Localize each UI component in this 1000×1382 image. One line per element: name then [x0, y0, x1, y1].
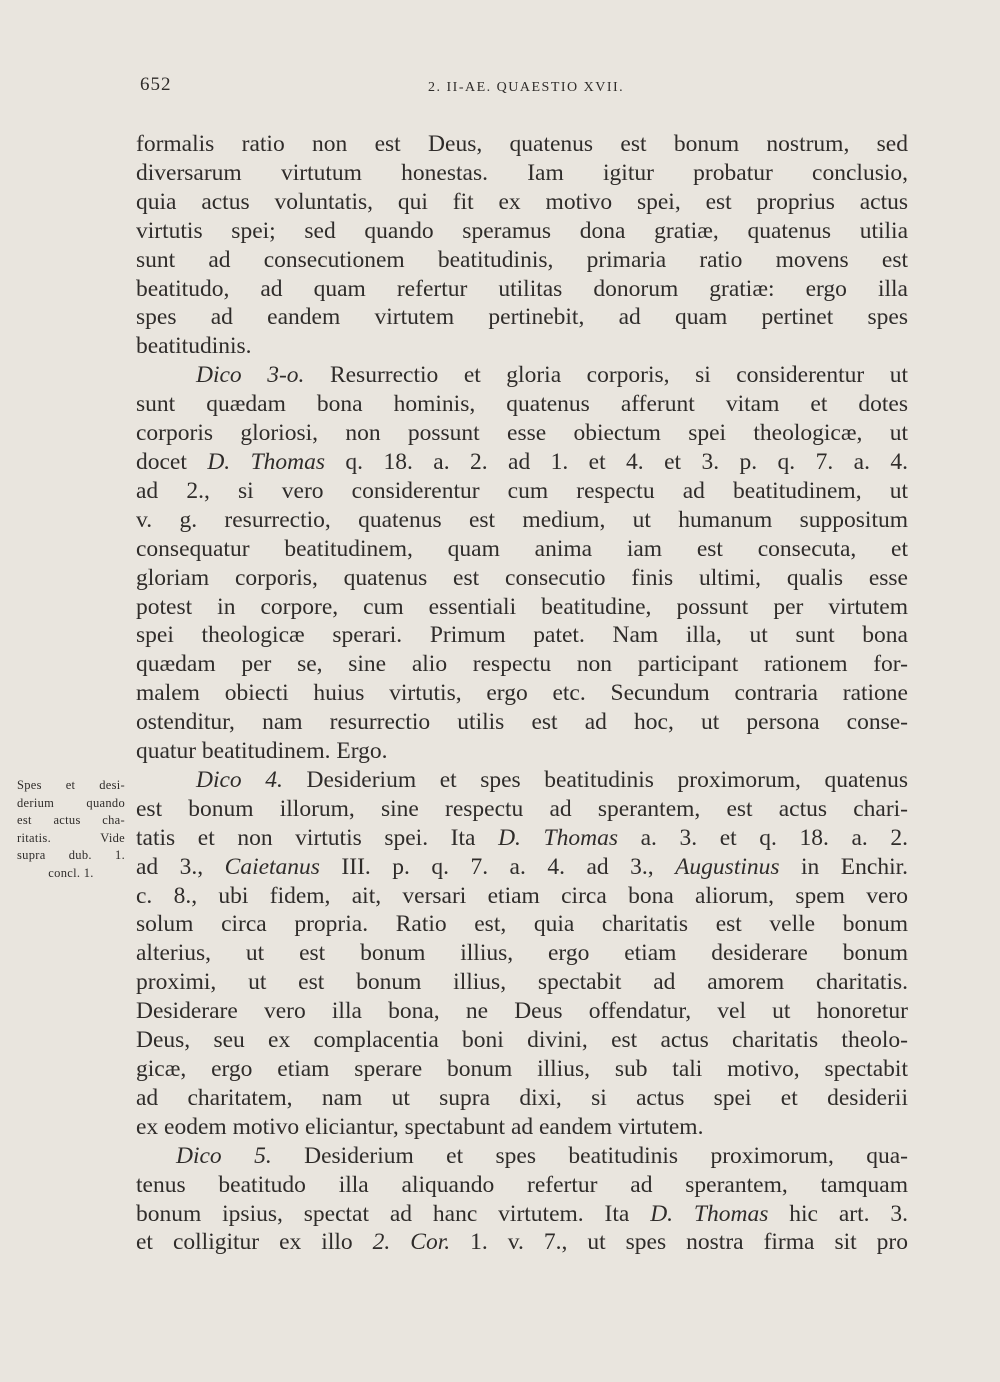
- text-line: et colligitur ex illo 2. Cor. 1. v. 7., ut spes nostra firma sit pro: [136, 1229, 909, 1256]
- running-head: 2. II-AE. QUAESTIO XVII.: [428, 80, 625, 95]
- italic-citation: D. Thomas: [207, 448, 326, 475]
- text-line: spes ad eandem virtutem pertinebit, ad quam pertinet spes: [136, 304, 908, 331]
- text-line: Dico 4. Desiderium et spes beatitudinis proximorum, quatenus: [196, 766, 908, 793]
- text-line: diversarum virtutum honestas. Iam igitur probatur conclusio,: [136, 159, 908, 186]
- margin-note-line: derium quando: [17, 795, 125, 810]
- margin-note-line: concl. 1.: [48, 865, 94, 880]
- text-line: gicæ, ergo etiam sperare bonum illius, sub tali motivo, spectabit: [136, 1056, 908, 1082]
- margin-note-line: ritatis. Vide: [17, 830, 125, 845]
- text-line: v. g. resurrectio, quatenus est medium, ut humanum suppositum: [136, 506, 908, 533]
- italic-citation: Augustinus: [675, 853, 780, 880]
- text-line: quia actus voluntatis, qui fit ex motivo spei, est proprius actus: [136, 188, 908, 215]
- text-line: gloriam corporis, quatenus est consecutio finis ultimi, qualis esse: [136, 564, 908, 591]
- text-line: spei theologicæ sperari. Primum patet. Nam illa, ut sunt bona: [136, 622, 908, 649]
- italic-citation: Caietanus: [224, 853, 320, 880]
- text-line: ex eodem motivo eliciantur, spectabunt ad eandem virtutem.: [136, 1113, 704, 1140]
- text-line: sunt ad consecutionem beatitudinis, primaria ratio movens est: [136, 246, 908, 273]
- margin-note-line: supra dub. 1.: [17, 848, 125, 862]
- italic-citation: D. Thomas: [498, 824, 618, 851]
- text-line: ad 2., si vero considerentur cum respectu ad beatitudinem, ut: [136, 477, 908, 504]
- text-line: consequatur beatitudinem, quam anima iam est consecuta, et: [136, 535, 908, 562]
- italic-citation: Dico 4.: [196, 766, 283, 793]
- text-line: Desiderare vero illa bona, ne Deus offendatur, vel ut honoretur: [136, 998, 908, 1025]
- text-line: beatitudinis.: [136, 333, 252, 360]
- text-line: formalis ratio non est Deus, quatenus est bonum nostrum, sed: [136, 131, 908, 157]
- text-line: tatis et non virtutis spei. Ita D. Thomas a. 3. et q. 18. a. 2.: [136, 824, 908, 851]
- text-line: tenus beatitudo illa aliquando refertur ad sperantem, tamquam: [136, 1171, 908, 1198]
- text-line: potest in corpore, cum essentiali beatitudine, possunt per virtutem: [136, 593, 908, 620]
- italic-citation: Dico 5.: [176, 1142, 272, 1169]
- italic-citation: 2. Cor.: [372, 1229, 451, 1256]
- italic-citation: Dico 3-o.: [196, 362, 305, 389]
- page-number: 652: [140, 74, 172, 95]
- margin-note-line: est actus cha-: [17, 813, 125, 827]
- text-line: beatitudo, ad quam refertur utilitas donorum gratiæ: ergo illa: [136, 275, 908, 302]
- text-line: virtutis spei; sed quando speramus dona gratiæ, quatenus utilia: [136, 217, 908, 244]
- margin-note-line: Spes et desi-: [17, 778, 125, 792]
- body-text: [136, 130, 908, 1257]
- text-line: solum circa propria. Ratio est, quia charitatis est velle bonum: [136, 911, 908, 938]
- text-line: corporis gloriosi, non possunt esse obiectum spei theologicæ, ut: [136, 420, 908, 447]
- text-line: ad 3., Caietanus III. p. q. 7. a. 4. ad 3., Augustinus in Enchir.: [136, 853, 908, 880]
- text-line: quatur beatitudinem. Ergo.: [136, 738, 388, 765]
- text-line: alterius, ut est bonum illius, ergo etiam desiderare bonum: [136, 940, 908, 967]
- text-line: malem obiecti huius virtutis, ergo etc. Secundum contraria ratione: [136, 680, 908, 707]
- text-line: est bonum illorum, sine respectu ad sperantem, est actus chari-: [136, 795, 908, 822]
- italic-citation: D. Thomas: [650, 1200, 769, 1227]
- text-line: proximi, ut est bonum illius, spectabit ad amorem charitatis.: [136, 969, 908, 996]
- text-line: Dico 5. Desiderium et spes beatitudinis proximorum, qua-: [176, 1142, 908, 1169]
- text-line: docet D. Thomas q. 18. a. 2. ad 1. et 4. et 3. p. q. 7. a. 4.: [136, 448, 908, 475]
- text-line: ostenditur, nam resurrectio utilis est ad hoc, ut persona conse-: [136, 709, 908, 736]
- text-line: quædam per se, sine alio respectu non participant rationem for-: [136, 651, 908, 678]
- text-line: c. 8., ubi fidem, ait, versari etiam circa bona aliorum, spem vero: [136, 882, 908, 909]
- margin-note: [17, 777, 125, 882]
- text-line: Dico 3-o. Resurrectio et gloria corporis, si considerentur ut: [196, 362, 908, 389]
- text-line: ad charitatem, nam ut supra dixi, si actus spei et desiderii: [136, 1084, 908, 1111]
- text-line: sunt quædam bona hominis, quatenus afferunt vitam et dotes: [136, 391, 908, 418]
- text-line: Deus, seu ex complacentia boni divini, est actus charitatis theolo-: [136, 1027, 908, 1054]
- text-line: bonum ipsius, spectat ad hanc virtutem. Ita D. Thomas hic art. 3.: [136, 1200, 908, 1227]
